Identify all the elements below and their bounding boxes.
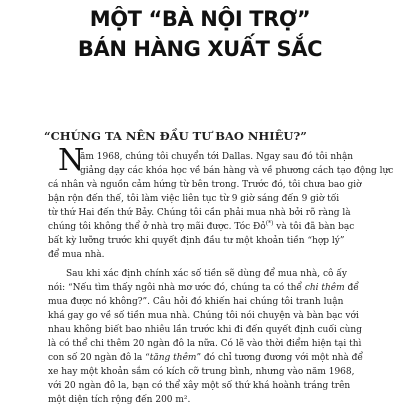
section-heading: “CHÚNG TA NÊN ĐẦU TƯ BAO NHIÊU?” (44, 129, 307, 143)
body-text: nói: “Nếu tìm thấy ngôi nhà mơ ước đó, chúng ta có thể (48, 283, 305, 293)
body-line: khá gay go về số tiền mua nhà. Chúng tôi nói chuyện và bàn bạc với (48, 311, 359, 321)
body-text: ” đó chỉ tương đương với một nhà để (196, 353, 363, 363)
body-line (48, 221, 354, 233)
chapter-title-line-2: BÁN HÀNG XUẤT SẮC (77, 37, 323, 61)
body-line: một diện tích rộng đến 200 m². (48, 395, 191, 405)
emphasis-text: tăng thêm (149, 353, 197, 363)
emphasis-text: chi thêm (304, 283, 345, 293)
body-line: cá nhân và nguồn cảm hứng từ bên trong. Trước đó, tôi chưa bao giờ (48, 180, 362, 190)
body-line (48, 352, 363, 364)
body-line: xe hay một khoản sắm có kích cỡ trung bình, nhưng vào năm 1968, (48, 367, 355, 377)
body-line: để mua nhà. (48, 250, 105, 260)
body-text: và tôi đã bàn bạc (273, 222, 355, 232)
body-line: mua được nó không?”. Câu hỏi đó khiến hai chúng tôi tranh luận (48, 297, 344, 307)
body-line: từ thứ Hai đến thứ Bảy. Chúng tôi cần phải mua nhà bởi rõ ràng là (48, 208, 351, 218)
drop-cap: N (58, 143, 85, 178)
body-text: con số 20 ngàn đô la “ (48, 353, 150, 363)
body-line: giảng dạy các khóa học về bán hàng và về phương cách tạo động lực (80, 166, 394, 176)
body-line: với 20 ngàn đô la, bạn có thể xây một số thứ khá hoành tráng trên (48, 381, 351, 391)
body-line: Sau khi xác định chính xác số tiền sẽ dùng để mua nhà, cô ấy (66, 269, 347, 279)
body-line: nhau không biết bao nhiêu lần trước khi đi đến quyết định cuối cùng (48, 325, 362, 335)
body-text: chúng tôi không thể ở nhà trọ mãi được. Tóc Đỏ (48, 222, 266, 232)
body-text: để (344, 283, 359, 293)
footnote-mark: (*) (265, 220, 274, 227)
body-line: bận rộn đến thế, tôi làm việc liên tục từ 9 giờ sáng đến 9 giờ tối (48, 194, 340, 204)
body-line: là có thể chi thêm 20 ngàn đô la nữa. Có lẽ vào thời điểm hiện tại thì (48, 339, 362, 349)
chapter-title-line-1: MỘT “BÀ NỘI TRỢ” (89, 7, 311, 31)
body-line (48, 282, 359, 294)
body-line: bất kỳ lưỡng trước khi quyết định đầu tư một khoản tiền “hợp lý” (48, 236, 345, 246)
body-line: ăm 1968, chúng tôi chuyển tới Dallas. Ngay sau đó tôi nhận (80, 152, 354, 162)
